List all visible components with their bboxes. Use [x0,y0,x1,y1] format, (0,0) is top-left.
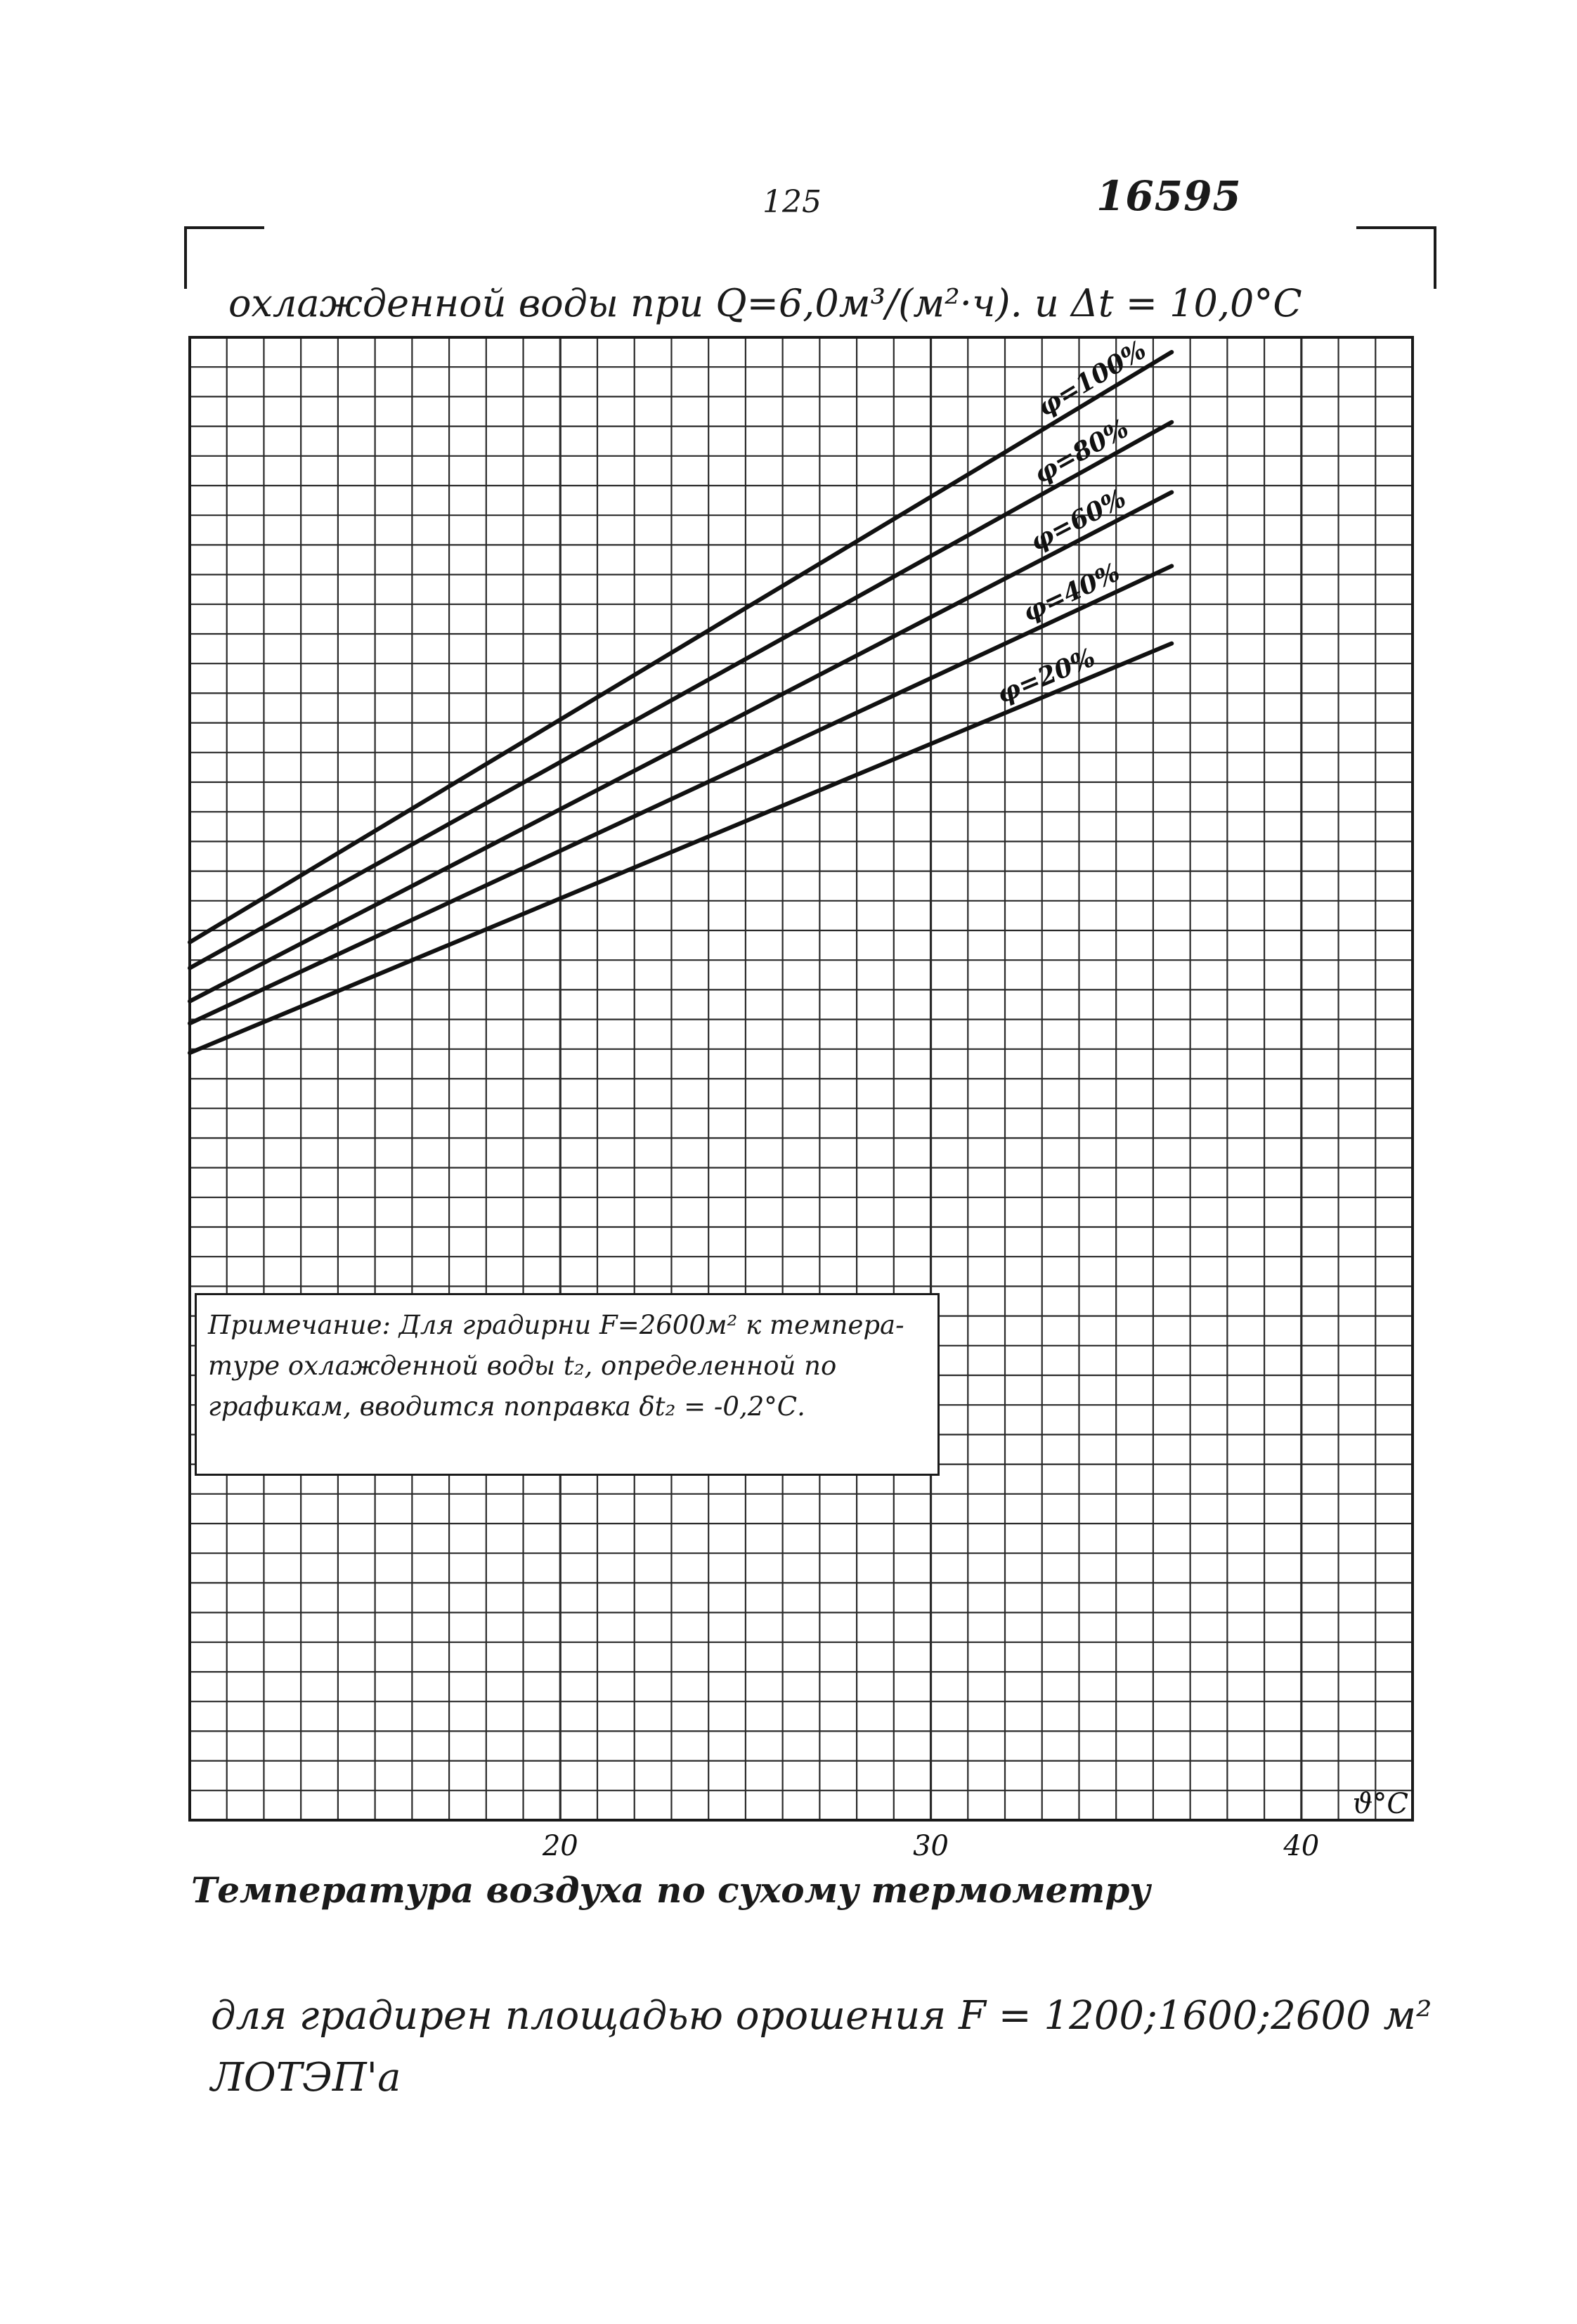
series-line [190,352,1172,942]
x-tick-label: 30 [913,1830,949,1862]
series-label: φ=80% [1029,413,1134,490]
caption-line-2: ЛОТЭП'а [211,2055,401,2101]
note-line-3: графикам, вводится поправка δt₂ = -0,2°С. [208,1391,805,1422]
chart-series [190,352,1172,1053]
series-label: φ=40% [1018,557,1124,628]
series-label: φ=60% [1025,483,1131,557]
x-unit-label: ϑ°С [1352,1788,1408,1820]
series-label: φ=20% [992,642,1100,710]
caption-block [211,1985,1432,2109]
series-line [190,644,1172,1053]
note-box [195,1293,940,1476]
series-label: φ=100% [1032,335,1152,423]
note-line-2: туре охлажденной воды t₂, определенной по [208,1351,837,1381]
x-tick-label: 20 [542,1830,578,1862]
chart-grid [190,337,1413,1820]
note-line-1: Примечание: Для градирни F=2600м² к темпера- [208,1310,904,1340]
x-tick-label: 40 [1283,1830,1320,1862]
chart-series-labels [993,335,1152,710]
x-axis-label: Температура воздуха по сухому термометру [191,1869,1151,1911]
caption-line-1: для градирен площадью орошения F = 1200;1600;2600 м² [211,1993,1432,2039]
series-line [190,492,1172,1001]
page-number: 125 [762,184,822,220]
chart-header-line: охлажденной воды при Q=6,0м³/(м²·ч). и Δt = 10,0°С [228,281,1302,325]
document-number: 16595 [1096,172,1242,220]
